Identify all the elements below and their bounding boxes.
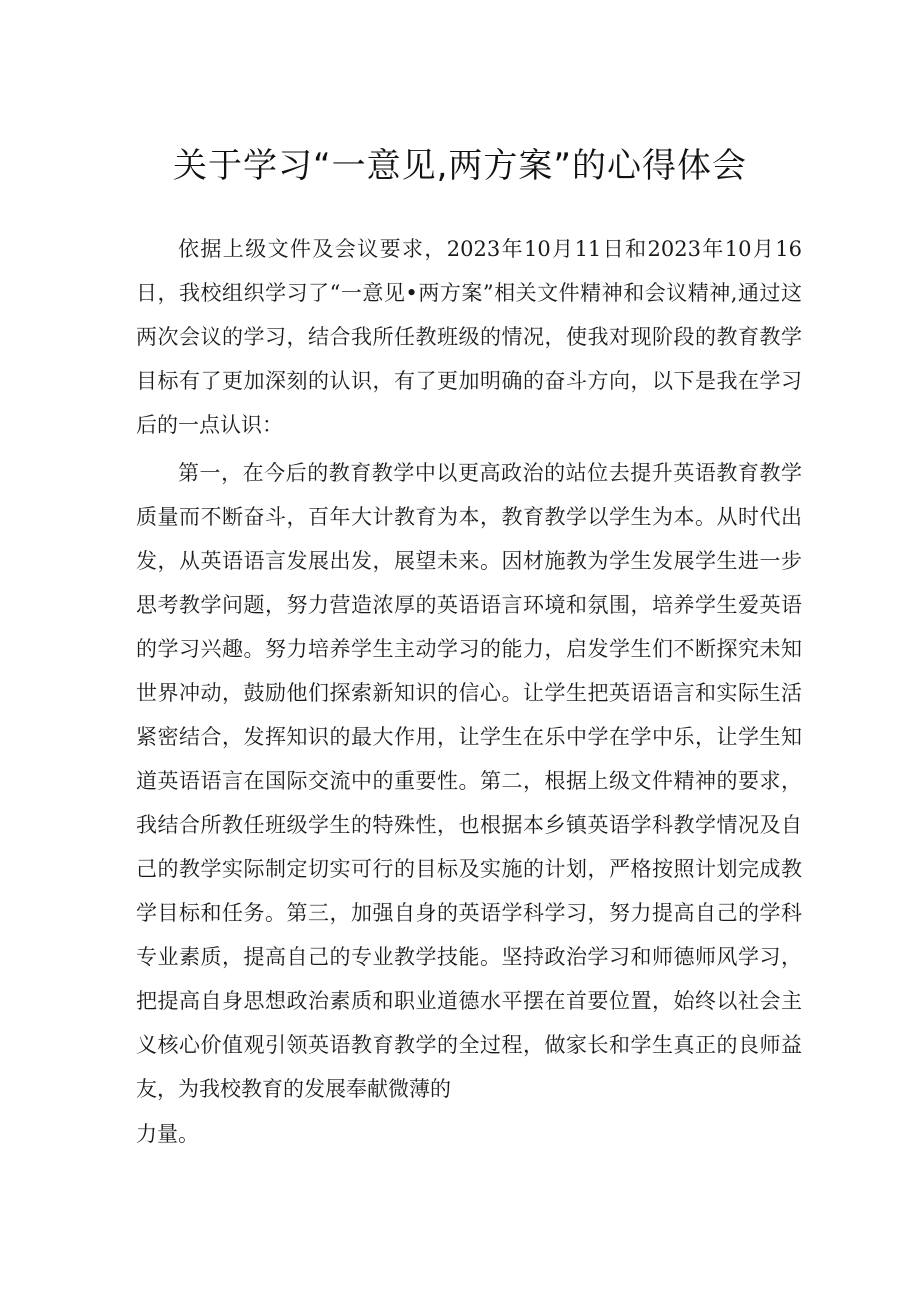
intro-paragraph: 依据上级文件及会议要求，2023年10月11日和2023年10月16日，我校组织学习了“一意见•两方案”相关文件精神和会议精神,通过这两次会议的学习，结合我所任教班级的情况，使我对现阶段的教育教学目标有了更加深刻的认识，有了更加明确的奋斗方向，以下是我在学习后的一点认识：: [136, 237, 802, 437]
document-body: [136, 227, 802, 1153]
main-paragraph: 第一，在今后的教育教学中以更高政治的站位去提升英语教育教学质量而不断奋斗，百年大计教育为本，教育教学以学生为本。从时代出发，从英语语言发展出发，展望未来。因材施教为学生发展学生进一步思考教学问题，努力营造浓厚的英语语言环境和氛围，培养学生爱英语的学习兴趣。努力培养学生主动学习的能力，启发学生们不断探究未知世界冲动，鼓励他们探索新知识的信心。让学生把英语语言和实际生活紧密结合，发挥知识的最大作用，让学生在乐中学在学中乐，让学生知道英语语言在国际交流中的重要性。第二，根据上级文件精神的要求，我结合所教任班级学生的特殊性，也根据本乡镇英语学科教学情况及自己的教学实际制定切实可行的目标及实施的计划，严格按照计划完成教学目标和任务。第三，加强自身的英语学科学习，努力提高自己的学科专业素质，提高自己的专业教学技能。坚持政治学习和师德师风学习，把提高自身思想政治素质和职业道德水平摆在首要位置，始终以社会主义核心价值观引领英语教育教学的全过程，做家长和学生真正的良师益友，为我校教育的发展奉献微薄的: [136, 461, 802, 1101]
closing-line: 力量。: [136, 1122, 199, 1146]
document-title: 关于学习“一意见,两方案”的心得体会: [172, 146, 748, 186]
